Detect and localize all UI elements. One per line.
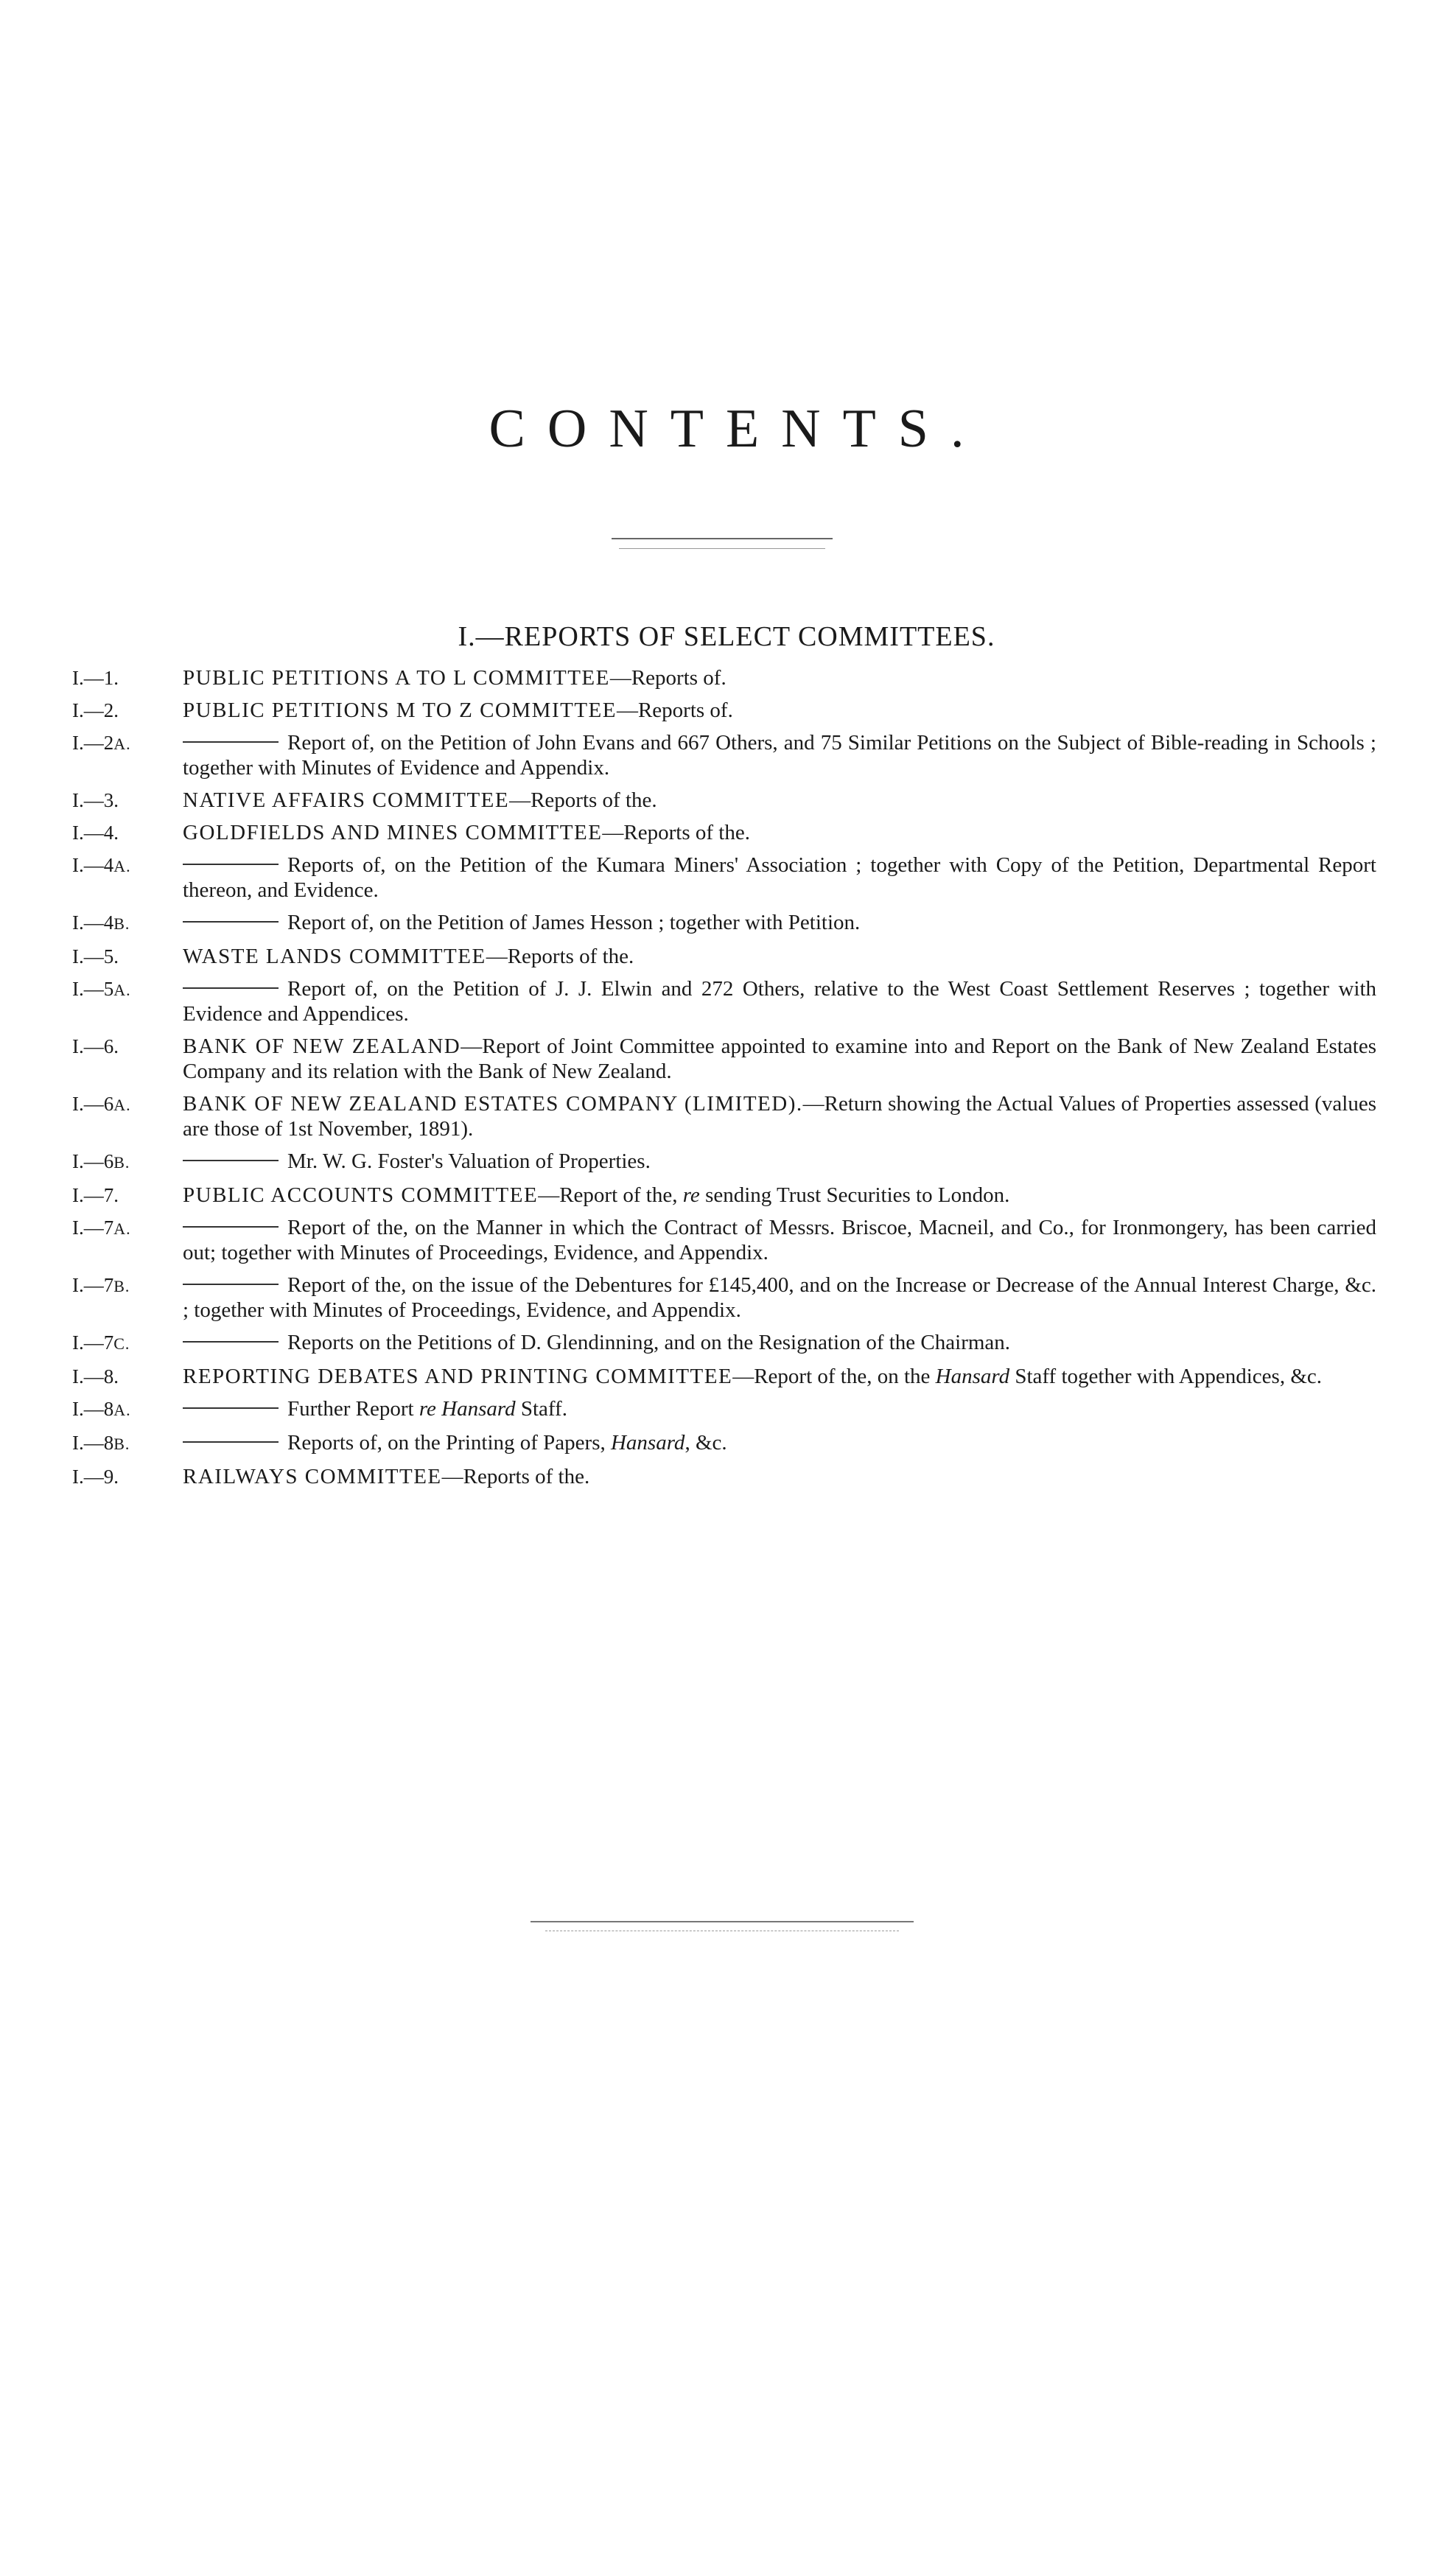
entry-body bbox=[183, 1273, 1376, 1323]
contents-entry bbox=[72, 1396, 1376, 1423]
entry-text: —Reports of. bbox=[609, 666, 726, 690]
page-title: CONTENTS. bbox=[489, 399, 987, 459]
entry-code: I.—4. bbox=[72, 822, 119, 844]
entry-text: —Report of Joint Committee appointed to examine into and Report on the Bank of New Zealand Estates Company and its relation with the Bank of New Zealand. bbox=[183, 1035, 1376, 1083]
entry-body bbox=[183, 910, 1376, 937]
entry-heading: PUBLIC PETITIONS M TO Z COMMITTEE bbox=[183, 699, 617, 722]
ditto-dash bbox=[183, 1407, 279, 1409]
entry-code: I.—9. bbox=[72, 1466, 119, 1488]
title-rule-thin bbox=[619, 548, 825, 549]
entry-text: Further Report re Hansard Staff. bbox=[287, 1397, 567, 1421]
entry-code: I.—4A. bbox=[72, 854, 131, 876]
entry-body bbox=[183, 1396, 1376, 1423]
ditto-dash bbox=[183, 1160, 279, 1161]
entry-code: I.—5. bbox=[72, 945, 119, 967]
contents-entry bbox=[72, 910, 1376, 937]
ditto-dash bbox=[183, 741, 279, 743]
entry-text: —Reports of. bbox=[616, 699, 733, 722]
contents-entry bbox=[72, 1215, 1376, 1265]
entry-heading: RAILWAYS COMMITTEE bbox=[183, 1465, 442, 1488]
entry-code: I.—7C. bbox=[72, 1331, 130, 1354]
ditto-dash bbox=[183, 987, 279, 989]
entry-body bbox=[183, 665, 1376, 690]
entry-body bbox=[183, 976, 1376, 1026]
end-rule bbox=[531, 1921, 914, 1922]
entry-body bbox=[183, 1149, 1376, 1175]
contents-entry bbox=[72, 853, 1376, 903]
entry-code: I.—2A. bbox=[72, 732, 131, 754]
entry-heading: BANK OF NEW ZEALAND bbox=[183, 1035, 461, 1058]
entry-heading: REPORTING DEBATES AND PRINTING COMMITTEE bbox=[183, 1365, 733, 1388]
entry-code: I.—1. bbox=[72, 667, 119, 689]
entry-text: —Return showing the Actual Values of Properties assessed (values are those of 1st November, 1891). bbox=[183, 1092, 1376, 1141]
entry-body bbox=[183, 1464, 1376, 1489]
entry-body bbox=[183, 1364, 1376, 1389]
entry-text: Report of the, on the issue of the Debentures for £145,400, and on the Increase or Decrease of the Annual Interest Charge, &c. ; together with Minutes of Proceedings, Evidence, and Appendix. bbox=[183, 1273, 1376, 1322]
entry-text: —Reports of the. bbox=[509, 788, 657, 812]
contents-entry bbox=[72, 698, 1376, 723]
entry-body bbox=[183, 853, 1376, 903]
entry-text: Report of, on the Petition of John Evans and 667 Others, and 75 Similar Petitions on the Subject of Bible-reading in Schools ; together with Minutes of Evidence and Appendix. bbox=[183, 731, 1376, 780]
entry-heading: NATIVE AFFAIRS COMMITTEE bbox=[183, 788, 510, 812]
entry-text: —Report of the, re sending Trust Securities to London. bbox=[538, 1183, 1010, 1207]
contents-entry bbox=[72, 944, 1376, 969]
contents-entry bbox=[72, 665, 1376, 690]
entry-heading: PUBLIC ACCOUNTS COMMITTEE bbox=[183, 1183, 539, 1207]
entry-code: I.—6B. bbox=[72, 1150, 130, 1172]
entry-body bbox=[183, 1215, 1376, 1265]
entry-text: Mr. W. G. Foster's Valuation of Properties. bbox=[287, 1149, 651, 1173]
ditto-dash bbox=[183, 1341, 279, 1343]
entry-body bbox=[183, 698, 1376, 723]
entry-body bbox=[183, 788, 1376, 813]
entry-body bbox=[183, 1430, 1376, 1457]
entry-code: I.—8. bbox=[72, 1365, 119, 1387]
entry-body bbox=[183, 1330, 1376, 1357]
entry-text: Report of, on the Petition of J. J. Elwin and 272 Others, relative to the West Coast Settlement Reserves ; together with Evidence and Appendices. bbox=[183, 977, 1376, 1026]
entry-text: —Report of the, on the Hansard Staff together with Appendices, &c. bbox=[732, 1365, 1323, 1388]
contents-entry bbox=[72, 1330, 1376, 1357]
entry-code: I.—7. bbox=[72, 1184, 119, 1206]
entry-body bbox=[183, 944, 1376, 969]
ditto-dash bbox=[183, 1284, 279, 1285]
contents-entry bbox=[72, 820, 1376, 845]
section-heading: I.—REPORTS OF SELECT COMMITTEES. bbox=[458, 621, 995, 652]
entry-text: Reports of, on the Printing of Papers, Hansard, &c. bbox=[287, 1431, 727, 1455]
entry-code: I.—2. bbox=[72, 699, 119, 721]
entry-code: I.—8A. bbox=[72, 1398, 131, 1420]
ditto-dash bbox=[183, 921, 279, 923]
entry-code: I.—7A. bbox=[72, 1217, 131, 1239]
ditto-dash bbox=[183, 864, 279, 865]
entry-code: I.—8B. bbox=[72, 1432, 130, 1454]
entry-code: I.—6. bbox=[72, 1035, 119, 1057]
ditto-dash bbox=[183, 1226, 279, 1228]
entry-text: Report of the, on the Manner in which the Contract of Messrs. Briscoe, Macneil, and Co., for Ironmongery, has been carried out; together with Minutes of Proceedings, Evidence, and Appendix. bbox=[183, 1216, 1376, 1264]
entry-code: I.—5A. bbox=[72, 978, 131, 1000]
contents-entry bbox=[72, 1034, 1376, 1084]
contents-entry bbox=[72, 1273, 1376, 1323]
contents-entry bbox=[72, 1464, 1376, 1489]
contents-entry bbox=[72, 1149, 1376, 1175]
entry-body bbox=[183, 1034, 1376, 1084]
contents-entry bbox=[72, 730, 1376, 780]
contents-entry bbox=[72, 1430, 1376, 1457]
entry-heading: PUBLIC PETITIONS A TO L COMMITTEE bbox=[183, 666, 610, 690]
entry-text: Reports of, on the Petition of the Kumara Miners' Association ; together with Copy of the Petition, Departmental Report thereon, and Evidence. bbox=[183, 853, 1376, 902]
entry-heading: GOLDFIELDS AND MINES COMMITTEE bbox=[183, 821, 603, 844]
entry-text: —Reports of the. bbox=[602, 821, 750, 844]
entry-text: Report of, on the Petition of James Hesson ; together with Petition. bbox=[287, 911, 861, 934]
entry-code: I.—3. bbox=[72, 789, 119, 811]
entry-body bbox=[183, 730, 1376, 780]
entry-code: I.—7B. bbox=[72, 1274, 130, 1296]
contents-entry bbox=[72, 1091, 1376, 1141]
entry-body bbox=[183, 820, 1376, 845]
entry-body bbox=[183, 1183, 1376, 1208]
title-rule bbox=[612, 538, 833, 539]
entry-heading: WASTE LANDS COMMITTEE bbox=[183, 945, 486, 968]
entry-body bbox=[183, 1091, 1376, 1141]
entry-text: —Reports of the. bbox=[441, 1465, 590, 1488]
entry-heading: BANK OF NEW ZEALAND ESTATES COMPANY (LIMITED). bbox=[183, 1092, 803, 1116]
contents-entry bbox=[72, 1183, 1376, 1208]
entry-code: I.—6A. bbox=[72, 1093, 131, 1115]
entry-text: —Reports of the. bbox=[486, 945, 634, 968]
contents-list bbox=[72, 665, 1376, 1497]
contents-entry bbox=[72, 788, 1376, 813]
entry-text: Reports on the Petitions of D. Glendinning, and on the Resignation of the Chairman. bbox=[287, 1331, 1011, 1354]
contents-entry bbox=[72, 1364, 1376, 1389]
contents-entry bbox=[72, 976, 1376, 1026]
ditto-dash bbox=[183, 1441, 279, 1443]
entry-code: I.—4B. bbox=[72, 911, 130, 934]
